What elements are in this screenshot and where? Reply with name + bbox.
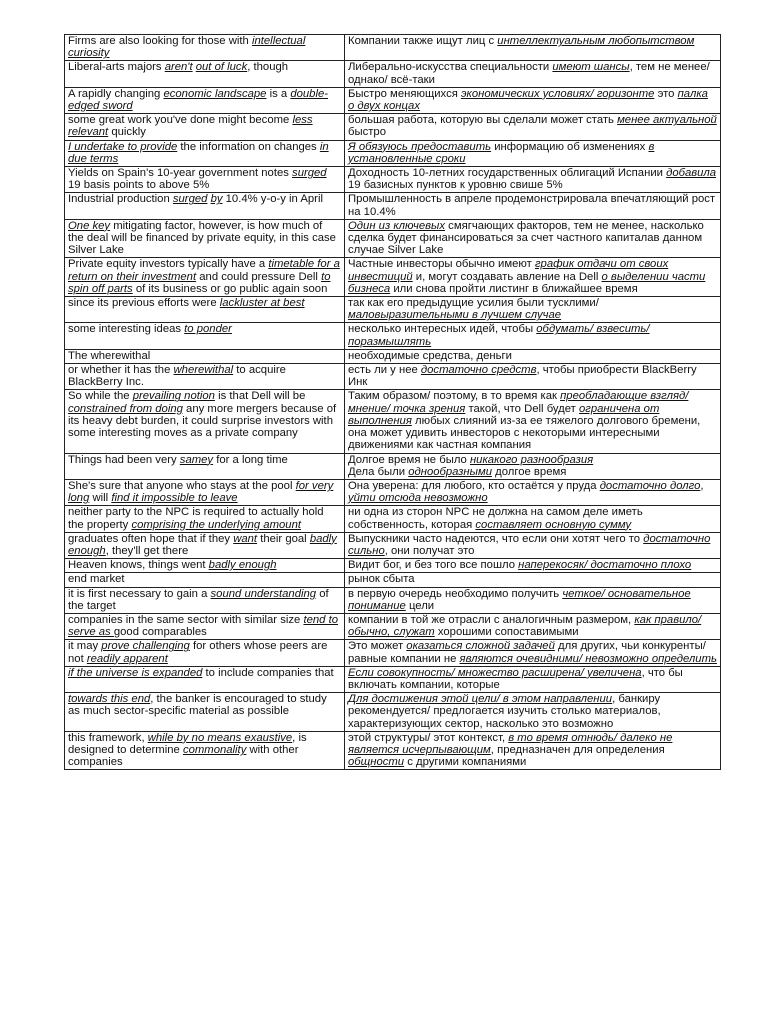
highlighted-phrase: sound understanding bbox=[210, 587, 317, 600]
highlighted-phrase: prove challenging bbox=[101, 640, 190, 653]
plain-text: Либерально-искусства специальности bbox=[348, 61, 553, 74]
english-phrase-cell bbox=[65, 506, 345, 532]
plain-text: companies in the same sector with similar size bbox=[68, 613, 304, 626]
plain-text: Она уверена: для любого, кто остаётся у пруда bbox=[348, 479, 600, 492]
plain-text: Private equity investors typically have a bbox=[68, 258, 269, 271]
english-phrase-cell bbox=[65, 693, 345, 732]
plain-text: Таким образом/ поэтому, в то время как bbox=[348, 390, 561, 403]
russian-translation-cell bbox=[345, 693, 721, 732]
highlighted-phrase: badly enough bbox=[208, 559, 277, 572]
highlighted-phrase: уйти отсюда невозможно bbox=[348, 492, 488, 505]
english-phrase-cell bbox=[65, 390, 345, 453]
plain-text: , is designed to determine bbox=[68, 731, 307, 756]
highlighted-phrase: less relevant bbox=[68, 114, 313, 139]
highlighted-phrase: обдумать/ взвесить/ поразмышлять bbox=[348, 323, 650, 348]
plain-text: , предназначен для определения bbox=[490, 743, 665, 756]
english-phrase-cell bbox=[65, 666, 345, 692]
table-row bbox=[65, 140, 721, 166]
highlighted-phrase: достаточно сильно bbox=[348, 532, 711, 557]
plain-text: Долгое время не было bbox=[348, 453, 470, 466]
english-phrase-cell bbox=[65, 323, 345, 349]
highlighted-phrase: surged bbox=[292, 167, 327, 180]
english-phrase-cell bbox=[65, 532, 345, 558]
table-row bbox=[65, 87, 721, 113]
highlighted-phrase: четкое/ основательное понимание bbox=[348, 587, 691, 612]
plain-text: Компании также ищут лиц с bbox=[348, 35, 498, 47]
plain-text: Heaven knows, things went bbox=[68, 559, 209, 572]
plain-text: it may bbox=[68, 640, 102, 653]
table-row bbox=[65, 61, 721, 87]
russian-translation-cell bbox=[345, 297, 721, 323]
english-phrase-cell bbox=[65, 587, 345, 613]
highlighted-phrase: towards this end bbox=[68, 693, 151, 706]
highlighted-phrase: economic landscape bbox=[163, 87, 267, 100]
english-phrase-cell bbox=[65, 573, 345, 587]
russian-translation-cell bbox=[345, 506, 721, 532]
plain-text: любых слияний из-за ее тяжелого долгового бремени, она может удивить инвесторов с некоторыми интересными движениями как частная компания bbox=[348, 414, 701, 452]
plain-text: , though bbox=[247, 61, 289, 74]
english-phrase-cell bbox=[65, 193, 345, 219]
table-row bbox=[65, 613, 721, 639]
english-phrase-cell bbox=[65, 258, 345, 297]
plain-text: цели bbox=[405, 599, 435, 612]
highlighted-phrase: comprising the underlying amount bbox=[131, 518, 301, 531]
russian-translation-cell bbox=[345, 349, 721, 363]
plain-text: for others whose peers are not bbox=[68, 640, 328, 665]
plain-text: is a bbox=[266, 87, 291, 100]
russian-translation-cell bbox=[345, 140, 721, 166]
russian-translation-cell bbox=[345, 587, 721, 613]
plain-text: or whether it has the bbox=[68, 364, 174, 377]
highlighted-phrase: lackluster at best bbox=[219, 297, 305, 310]
plain-text: quickly bbox=[108, 126, 146, 139]
table-row bbox=[65, 532, 721, 558]
highlighted-phrase: enough bbox=[68, 544, 106, 557]
plain-text: their goal bbox=[257, 532, 310, 545]
plain-text: Firms are also looking for those with bbox=[68, 35, 252, 47]
russian-translation-cell bbox=[345, 453, 721, 479]
highlighted-phrase: добавила bbox=[666, 167, 717, 180]
plain-text: and could pressure Dell bbox=[196, 270, 322, 283]
highlighted-phrase: наперекосяк/ достаточно плохо bbox=[518, 559, 692, 572]
table-row bbox=[65, 323, 721, 349]
plain-text: Быстро меняющихся bbox=[348, 87, 461, 100]
english-phrase-cell bbox=[65, 364, 345, 390]
english-phrase-cell bbox=[65, 453, 345, 479]
russian-translation-cell bbox=[345, 219, 721, 258]
vocabulary-table bbox=[64, 34, 721, 770]
english-phrase-cell bbox=[65, 114, 345, 140]
highlighted-phrase: составляет основную сумму bbox=[475, 518, 632, 531]
highlighted-phrase: интеллектуальным любопытством bbox=[497, 35, 695, 47]
highlighted-phrase: маловыразительными в лучшем случае bbox=[348, 309, 562, 322]
english-phrase-cell bbox=[65, 61, 345, 87]
plain-text: информацию об изменениях bbox=[491, 140, 649, 153]
highlighted-phrase: while by no means exaustive bbox=[147, 731, 293, 744]
plain-text: рынок сбыта bbox=[348, 573, 415, 586]
plain-text: neither party to the NPC is required to actually hold the property bbox=[68, 506, 324, 531]
plain-text: graduates often hope that if they bbox=[68, 532, 234, 545]
table-row bbox=[65, 453, 721, 479]
plain-text: долгое время bbox=[492, 465, 567, 478]
table-row bbox=[65, 559, 721, 573]
plain-text: Дела были bbox=[348, 465, 409, 478]
table-row bbox=[65, 506, 721, 532]
highlighted-phrase: ограничена от выполнения bbox=[348, 402, 660, 427]
english-phrase-cell bbox=[65, 731, 345, 770]
plain-text: такой, что Dell будет bbox=[465, 402, 579, 415]
plain-text: The wherewithal bbox=[68, 349, 151, 362]
plain-text: есть ли у нее bbox=[348, 364, 421, 377]
highlighted-phrase: достаточно долго bbox=[599, 479, 701, 492]
plain-text: mitigating factor, however, is how much of the deal will be financed by private equity, in this case Silver Lake bbox=[68, 219, 336, 257]
table-row bbox=[65, 219, 721, 258]
plain-text: для других, чьи конкуренты/ равные компании не bbox=[348, 640, 706, 665]
highlighted-phrase: prevailing notion bbox=[132, 390, 215, 403]
plain-text: Yields on Spain's 10-year government notes bbox=[68, 167, 293, 180]
table-row bbox=[65, 731, 721, 770]
plain-text: of the target bbox=[68, 587, 329, 612]
english-phrase-cell bbox=[65, 613, 345, 639]
plain-text: to include companies that bbox=[202, 666, 334, 679]
table-row bbox=[65, 193, 721, 219]
russian-translation-cell bbox=[345, 390, 721, 453]
english-phrase-cell bbox=[65, 35, 345, 61]
plain-text: , the banker is encouraged to study as much sector-specific material as possible bbox=[68, 693, 327, 718]
russian-translation-cell bbox=[345, 35, 721, 61]
plain-text: Промышленность в апреле продемонстрировала впечатляющий рост на 10.4% bbox=[348, 193, 716, 218]
plain-text: в первую очередь необходимо получить bbox=[348, 587, 563, 600]
english-phrase-cell bbox=[65, 140, 345, 166]
table-row bbox=[65, 35, 721, 61]
highlighted-phrase: samey bbox=[179, 453, 214, 466]
plain-text: , чтобы приобрести BlackBerry Инк bbox=[348, 364, 697, 389]
plain-text: since its previous efforts were bbox=[68, 297, 220, 310]
highlighted-phrase: to ponder bbox=[184, 323, 232, 336]
table-row bbox=[65, 297, 721, 323]
highlighted-phrase: Один из ключевых bbox=[348, 219, 446, 232]
table-row bbox=[65, 666, 721, 692]
plain-text: , банкиру рекомендуется/ предлогается изучить столько материалов, характеризующих сектор, насколько это возможно bbox=[348, 693, 661, 730]
russian-translation-cell bbox=[345, 666, 721, 692]
table-row bbox=[65, 390, 721, 453]
plain-text: несколько интересных идей, чтобы bbox=[348, 323, 537, 336]
plain-text: will bbox=[89, 492, 112, 505]
plain-text: to acquire BlackBerry Inc. bbox=[68, 364, 286, 389]
plain-text: any more mergers because of its heavy debt burden, it could surprise investors with some interesting moves as a private company bbox=[68, 402, 337, 440]
table-row bbox=[65, 693, 721, 732]
highlighted-phrase: как правило/ обычно, служат bbox=[348, 613, 702, 639]
plain-text: или снова пройти листинг в ближайшее время bbox=[390, 282, 638, 295]
russian-translation-cell bbox=[345, 258, 721, 297]
plain-text: ни одна из сторон NPC не должна на самом деле иметь собственность, которая bbox=[348, 506, 643, 531]
highlighted-phrase: timetable for a return on their investment bbox=[68, 258, 340, 283]
highlighted-phrase: являются очевидними/ невозможно определить bbox=[459, 652, 717, 665]
highlighted-phrase: достаточно средств bbox=[420, 364, 537, 377]
highlighted-phrase: экономических условиях/ горизонте bbox=[460, 87, 655, 100]
highlighted-phrase: if the universe is expanded bbox=[68, 666, 203, 679]
russian-translation-cell bbox=[345, 61, 721, 87]
plain-text: , they'll get there bbox=[105, 544, 189, 557]
table-body bbox=[65, 35, 721, 770]
highlighted-phrase: badly bbox=[309, 532, 337, 545]
russian-translation-cell bbox=[345, 114, 721, 140]
highlighted-phrase: to spin off parts bbox=[68, 270, 331, 295]
english-phrase-cell bbox=[65, 349, 345, 363]
plain-text: Видит бог, и без того все пошло bbox=[348, 559, 519, 572]
russian-translation-cell bbox=[345, 559, 721, 573]
highlighted-phrase: о выделении части бизнеса bbox=[348, 270, 706, 295]
plain-text: , тем не менее/ однако/ всё-таки bbox=[348, 61, 710, 86]
plain-text: for a long time bbox=[213, 453, 288, 466]
table-row bbox=[65, 114, 721, 140]
russian-translation-cell bbox=[345, 613, 721, 639]
highlighted-phrase: оказаться сложной задачей bbox=[406, 640, 555, 653]
russian-translation-cell bbox=[345, 532, 721, 558]
highlighted-phrase: Я обязуюсь предоставить bbox=[348, 140, 492, 153]
highlighted-phrase: преобладающие взгляд/ мнение/ точка зрения bbox=[348, 390, 689, 415]
plain-text: этой структуры/ этот контекст, bbox=[348, 731, 509, 744]
highlighted-phrase: менее актуальной bbox=[617, 114, 717, 127]
highlighted-phrase: commonality bbox=[182, 743, 247, 756]
highlighted-phrase: want bbox=[233, 532, 258, 545]
russian-translation-cell bbox=[345, 640, 721, 666]
table-row bbox=[65, 349, 721, 363]
highlighted-phrase: никакого разнообразия bbox=[469, 453, 594, 466]
table-row bbox=[65, 573, 721, 587]
english-phrase-cell bbox=[65, 167, 345, 193]
plain-text: 19 базисных пунктов к уровню свише 5% bbox=[348, 179, 563, 192]
plain-text: Liberal-arts majors bbox=[68, 61, 165, 74]
highlighted-phrase: палка о двух концах bbox=[348, 87, 708, 113]
plain-text: компании в той же отрасли с аналогичным размером, bbox=[348, 613, 635, 626]
table-row bbox=[65, 587, 721, 613]
plain-text: быстро bbox=[348, 126, 386, 139]
highlighted-phrase: в то время отнюдь/ далеко не является исчерпывающим bbox=[348, 731, 673, 756]
highlighted-phrase: for very long bbox=[68, 479, 334, 505]
highlighted-phrase: One key bbox=[68, 219, 111, 232]
highlighted-phrase: readily apparent bbox=[86, 652, 168, 665]
russian-translation-cell bbox=[345, 731, 721, 770]
english-phrase-cell bbox=[65, 640, 345, 666]
plain-text: это bbox=[654, 87, 678, 100]
plain-text: , что бы включать компании, которые bbox=[348, 666, 683, 691]
plain-text: Things had been very bbox=[68, 453, 180, 466]
highlighted-phrase: tend to serve as bbox=[68, 613, 338, 639]
highlighted-phrase: aren't bbox=[164, 61, 193, 74]
english-phrase-cell bbox=[65, 219, 345, 258]
highlighted-phrase: in due terms bbox=[68, 140, 329, 165]
english-phrase-cell bbox=[65, 479, 345, 505]
plain-text: 10.4% y-o-y in April bbox=[222, 193, 323, 206]
plain-text: it is first necessary to gain a bbox=[68, 587, 211, 600]
highlighted-phrase: find it impossible to leave bbox=[111, 492, 238, 505]
plain-text: хорошими сопоставимыми bbox=[434, 626, 579, 639]
russian-translation-cell bbox=[345, 479, 721, 505]
russian-translation-cell bbox=[345, 167, 721, 193]
plain-text: good comparables bbox=[113, 626, 207, 639]
plain-text: with other companies bbox=[68, 743, 299, 769]
plain-text: так как его предыдущие усилия были тусклими/ bbox=[348, 297, 599, 310]
plain-text: of its business or go public again soon bbox=[132, 282, 328, 295]
table-row bbox=[65, 479, 721, 505]
highlighted-phrase: surged bbox=[172, 193, 208, 206]
plain-text: Частные инвесторы обычно имеют bbox=[348, 258, 535, 271]
table-row bbox=[65, 640, 721, 666]
highlighted-phrase: double-edged sword bbox=[68, 87, 329, 113]
highlighted-phrase: однообразными bbox=[408, 465, 492, 478]
plain-text: , bbox=[700, 479, 704, 492]
plain-text: So while the bbox=[68, 390, 133, 403]
table-row bbox=[65, 167, 721, 193]
table-row bbox=[65, 258, 721, 297]
highlighted-phrase: constrained from doing bbox=[68, 402, 183, 415]
russian-translation-cell bbox=[345, 87, 721, 113]
english-phrase-cell bbox=[65, 559, 345, 573]
plain-text: is that Dell will be bbox=[214, 390, 306, 403]
russian-translation-cell bbox=[345, 573, 721, 587]
plain-text: необходимые средства, деньги bbox=[348, 349, 512, 362]
russian-translation-cell bbox=[345, 193, 721, 219]
plain-text: с другими компаниями bbox=[404, 756, 527, 769]
plain-text: the information on changes bbox=[177, 140, 320, 153]
highlighted-phrase: wherewithal bbox=[173, 364, 234, 377]
plain-text: Это может bbox=[348, 640, 407, 653]
plain-text: end market bbox=[68, 573, 125, 586]
russian-translation-cell bbox=[345, 364, 721, 390]
english-phrase-cell bbox=[65, 87, 345, 113]
table-row bbox=[65, 364, 721, 390]
plain-text: She's sure that anyone who stays at the pool bbox=[68, 479, 296, 492]
plain-text: A rapidly changing bbox=[68, 87, 164, 100]
plain-text: большая работа, которую вы сделали может стать bbox=[348, 114, 618, 127]
plain-text: some great work you've done might become bbox=[68, 114, 293, 127]
russian-translation-cell bbox=[345, 323, 721, 349]
highlighted-phrase: в установленные сроки bbox=[348, 140, 655, 165]
highlighted-phrase: Для достижения этой цели/ в этом направлении bbox=[348, 693, 613, 706]
highlighted-phrase: имеют шансы bbox=[552, 61, 630, 74]
plain-text: Industrial production bbox=[68, 193, 173, 206]
plain-text: this framework, bbox=[68, 731, 148, 744]
highlighted-phrase: общности bbox=[348, 756, 405, 769]
highlighted-phrase: intellectual curiosity bbox=[68, 35, 306, 60]
highlighted-phrase: Если совокупность/ множество расширена/ увеличена bbox=[348, 666, 642, 679]
plain-text: Доходность 10-летних государственных облигаций Испании bbox=[348, 167, 667, 180]
highlighted-phrase: by bbox=[210, 193, 223, 206]
plain-text: , они получат это bbox=[384, 544, 475, 557]
plain-text: смягчающих факторов, тем не менее, насколько сделка будет финансироваться за счет частного капиталав данном случае Silver Lake bbox=[348, 219, 704, 257]
highlighted-phrase: I undertake to provide bbox=[68, 140, 178, 153]
plain-text: some interesting ideas bbox=[68, 323, 185, 336]
plain-text: и, могут создавать авление на Dell bbox=[412, 270, 602, 283]
highlighted-phrase: out of luck bbox=[195, 61, 248, 74]
highlighted-phrase: график отдачи от своих инвестиций bbox=[348, 258, 669, 283]
english-phrase-cell bbox=[65, 297, 345, 323]
plain-text: Выпускники часто надеются, что если они хотят чего то bbox=[348, 532, 644, 545]
plain-text: 19 basis points to above 5% bbox=[68, 179, 210, 192]
